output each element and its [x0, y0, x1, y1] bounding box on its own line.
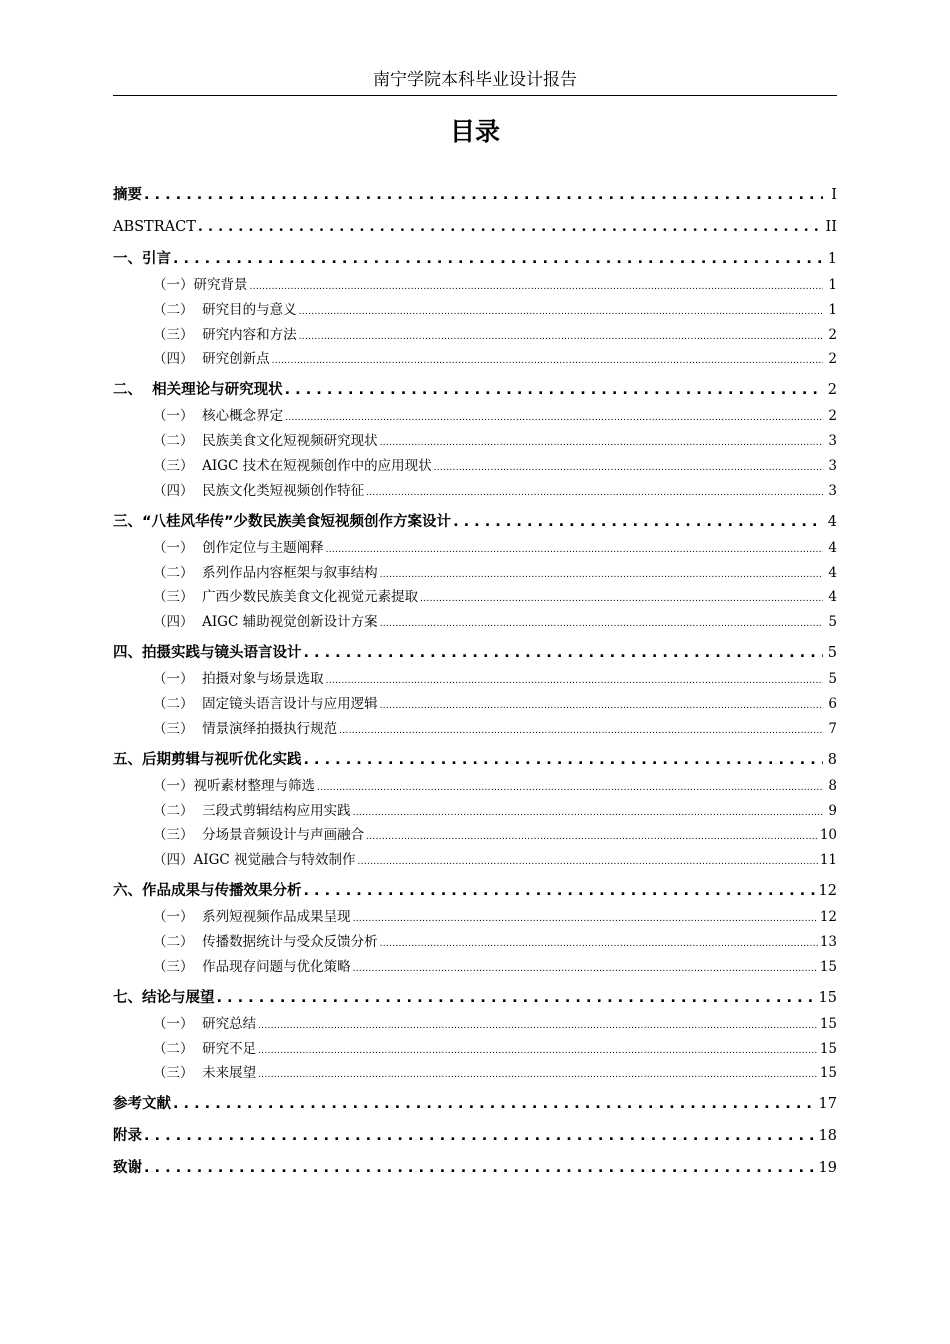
toc-entry-title: （一） 创作定位与主题阐释: [153, 539, 324, 556]
toc-chapter-entry[interactable]: [113, 985, 837, 1011]
toc-page-number: 6: [828, 696, 837, 712]
toc-page-number: 5: [828, 671, 837, 688]
toc-entry-title: 六、作品成果与传播效果分析: [113, 883, 302, 900]
toc-section-entry[interactable]: [113, 931, 837, 953]
toc-page-number: 3: [828, 482, 837, 499]
toc-dot-leader: [285, 377, 823, 403]
toc-page-number: 15: [819, 958, 837, 975]
toc-section-entry[interactable]: [113, 562, 837, 584]
toc-entry-title: （一） 核心概念界定: [153, 408, 284, 425]
toc-dot-leader: [380, 693, 823, 717]
toc-entry-title: （二） 三段式剪辑结构应用实践: [153, 802, 351, 819]
toc-dot-leader: [353, 800, 823, 824]
toc-page-number: 12: [819, 909, 837, 926]
toc-chapter-entry[interactable]: [113, 1091, 837, 1117]
toc-section-entry[interactable]: [113, 405, 837, 427]
toc-dot-leader: [250, 274, 824, 298]
toc-entry-title: （二） 系列作品内容框架与叙事结构: [153, 564, 378, 581]
toc-dot-leader: [326, 668, 823, 692]
toc-dot-leader: [453, 509, 823, 535]
toc-entry-title: 四、拍摄实践与镜头语言设计: [113, 645, 302, 662]
toc-section-entry[interactable]: [113, 1062, 837, 1084]
toc-page-number: 3: [828, 433, 837, 450]
toc-dot-leader: [173, 246, 823, 272]
toc-entry-title: （二） 传播数据统计与受众反馈分析: [153, 934, 378, 950]
toc-entry-title: （一） 系列短视频作品成果呈现: [153, 909, 351, 926]
toc-section-entry[interactable]: [113, 586, 837, 608]
toc-entry-title: （三） 广西少数民族美食文化视觉元素提取: [153, 589, 419, 606]
toc-entry-title: （一） 研究总结: [153, 1015, 257, 1032]
toc-page-number: 2: [828, 408, 837, 425]
toc-dot-leader: [339, 718, 823, 742]
toc-dot-leader: [258, 1013, 818, 1037]
toc-entry-title: 七、结论与展望: [113, 989, 215, 1006]
toc-section-entry[interactable]: [113, 611, 837, 633]
toc-page-number: 5: [827, 645, 837, 662]
toc-page-number: I: [831, 187, 837, 203]
toc-dot-leader: [326, 537, 823, 561]
toc-dot-leader: [299, 299, 823, 323]
toc-chapter-entry[interactable]: [113, 182, 837, 208]
toc-section-entry[interactable]: [113, 668, 837, 690]
toc-page-number: 1: [828, 301, 837, 318]
toc-entry-title: 二、 相关理论与研究现状: [113, 382, 283, 399]
toc-chapter-entry[interactable]: [113, 1123, 837, 1149]
toc-entry-title: 摘要: [113, 187, 142, 203]
toc-page-number: 19: [818, 1160, 837, 1177]
toc-section-entry[interactable]: [113, 1038, 837, 1060]
toc-chapter-entry[interactable]: [113, 640, 837, 666]
toc-entry-title: 一、引言: [113, 251, 171, 267]
toc-chapter-entry[interactable]: [113, 878, 837, 904]
toc-entry-title: （三） AIGC 技术在短视频创作中的应用现状: [153, 458, 432, 474]
toc-page-number: 10: [819, 827, 837, 844]
toc-page-number: 11: [819, 852, 837, 869]
toc-page-number: 15: [819, 1040, 837, 1057]
toc-page-number: 1: [828, 277, 837, 293]
toc-dot-leader: [434, 455, 823, 479]
toc-dot-leader: [420, 586, 823, 610]
toc-entry-title: （二） 研究不足: [153, 1040, 257, 1057]
toc-page-number: 4: [828, 539, 837, 556]
toc-section-entry[interactable]: [113, 775, 837, 797]
toc-dot-leader: [380, 611, 823, 635]
toc-section-entry[interactable]: [113, 430, 837, 452]
toc-chapter-entry[interactable]: [113, 509, 837, 535]
toc-chapter-entry[interactable]: [113, 747, 837, 773]
toc-dot-leader: [380, 562, 823, 586]
toc-page-number: II: [825, 219, 837, 235]
toc-entry-title: （三） 情景演绎拍摄执行规范: [153, 720, 338, 737]
toc-section-entry[interactable]: [113, 1013, 837, 1035]
toc-dot-leader: [380, 931, 818, 955]
toc-entry-title: （二） 固定镜头语言设计与应用逻辑: [153, 696, 378, 712]
toc-chapter-entry[interactable]: [113, 246, 837, 272]
toc-page-number: 8: [827, 751, 837, 768]
toc-page-number: 8: [828, 777, 837, 794]
toc-dot-leader: [144, 1155, 817, 1181]
toc-title: 目录: [449, 117, 500, 146]
toc-page-number: 5: [828, 614, 837, 631]
toc-entry-title: （一）视听素材整理与筛选: [153, 777, 315, 794]
toc-page-number: 12: [818, 883, 837, 900]
toc-dot-leader: [304, 747, 824, 773]
toc-dot-leader: [317, 775, 823, 799]
toc-section-entry[interactable]: [113, 324, 837, 346]
running-header: 南宁学院本科毕业设计报告: [113, 68, 837, 96]
toc-entry-title: （二） 民族美食文化短视频研究现状: [153, 433, 378, 450]
toc-entry-title: 附录: [113, 1128, 142, 1145]
toc-section-entry[interactable]: [113, 824, 837, 846]
toc-section-entry[interactable]: [113, 455, 837, 477]
toc-entry-title: 参考文献: [113, 1096, 171, 1113]
toc-dot-leader: [380, 430, 823, 454]
toc-chapter-entry[interactable]: [113, 377, 837, 403]
toc-section-entry[interactable]: [113, 480, 837, 502]
toc-dot-leader: [173, 1091, 817, 1117]
toc-section-entry[interactable]: [113, 693, 837, 715]
toc-section-entry[interactable]: [113, 956, 837, 978]
toc-page-number: 18: [818, 1128, 837, 1145]
toc-dot-leader: [366, 824, 818, 848]
toc-page-number: 1: [827, 251, 837, 267]
toc-page-number: 15: [819, 1015, 837, 1032]
toc-page-number: 2: [828, 351, 837, 368]
toc-dot-leader: [358, 849, 818, 873]
toc-dot-leader: [198, 214, 823, 240]
toc-entry-title: （三） 作品现存问题与优化策略: [153, 958, 351, 975]
toc-page-number: 2: [828, 326, 837, 343]
toc-page-number: 3: [828, 458, 837, 474]
toc-entry-title: （四） AIGC 辅助视觉创新设计方案: [153, 614, 378, 631]
toc-entry-title: （一）研究背景: [153, 277, 248, 293]
toc-dot-leader: [285, 405, 823, 429]
toc-entry-title: （三） 研究内容和方法: [153, 326, 297, 343]
toc-chapter-entry[interactable]: [113, 1155, 837, 1181]
toc-dot-leader: [304, 640, 824, 666]
toc-entry-title: （四） 民族文化类短视频创作特征: [153, 482, 365, 499]
toc-page-number: 2: [827, 382, 837, 399]
toc-page-number: 9: [828, 802, 837, 819]
toc-entry-title: （二） 研究目的与意义: [153, 301, 297, 318]
toc-page-number: 17: [818, 1096, 837, 1113]
toc-dot-leader: [258, 1062, 818, 1086]
toc-page-number: 7: [828, 720, 837, 737]
toc-dot-leader: [353, 956, 818, 980]
toc-dot-leader: [144, 1123, 817, 1149]
toc-dot-leader: [353, 906, 818, 930]
toc-entry-title: （四）AIGC 视觉融合与特效制作: [153, 852, 356, 869]
toc-page-number: 4: [828, 564, 837, 581]
toc-page-number: 13: [819, 934, 837, 950]
toc-chapter-entry[interactable]: [113, 214, 837, 240]
toc-page-number: 4: [827, 513, 837, 530]
toc-dot-leader: [304, 878, 817, 904]
toc-section-entry[interactable]: [113, 348, 837, 370]
toc-dot-leader: [272, 348, 823, 372]
toc-section-entry[interactable]: [113, 537, 837, 559]
toc-entry-title: （三） 分场景音频设计与声画融合: [153, 827, 365, 844]
toc-page-number: 15: [818, 989, 837, 1006]
toc-entry-title: ABSTRACT: [113, 219, 196, 235]
toc-entry-title: （一） 拍摄对象与场景选取: [153, 671, 324, 688]
toc-section-entry[interactable]: [113, 906, 837, 928]
toc-section-entry[interactable]: [113, 800, 837, 822]
toc-section-entry[interactable]: [113, 849, 837, 871]
toc-dot-leader: [217, 985, 817, 1011]
toc-entry-title: （四） 研究创新点: [153, 351, 270, 368]
toc-entry-title: 五、后期剪辑与视听优化实践: [113, 751, 302, 768]
toc-dot-leader: [258, 1038, 818, 1062]
toc-dot-leader: [299, 324, 823, 348]
toc-entry-title: 三、“八桂风华传”少数民族美食短视频创作方案设计: [113, 513, 452, 530]
toc-section-entry[interactable]: [113, 274, 837, 296]
toc-dot-leader: [144, 182, 823, 208]
toc-entry-title: （三） 未来展望: [153, 1065, 257, 1082]
toc-page-number: 15: [819, 1065, 837, 1082]
toc-page-number: 4: [828, 589, 837, 606]
toc-dot-leader: [366, 480, 823, 504]
toc-entry-title: 致谢: [113, 1160, 142, 1177]
toc-section-entry[interactable]: [113, 718, 837, 740]
toc-section-entry[interactable]: [113, 299, 837, 321]
